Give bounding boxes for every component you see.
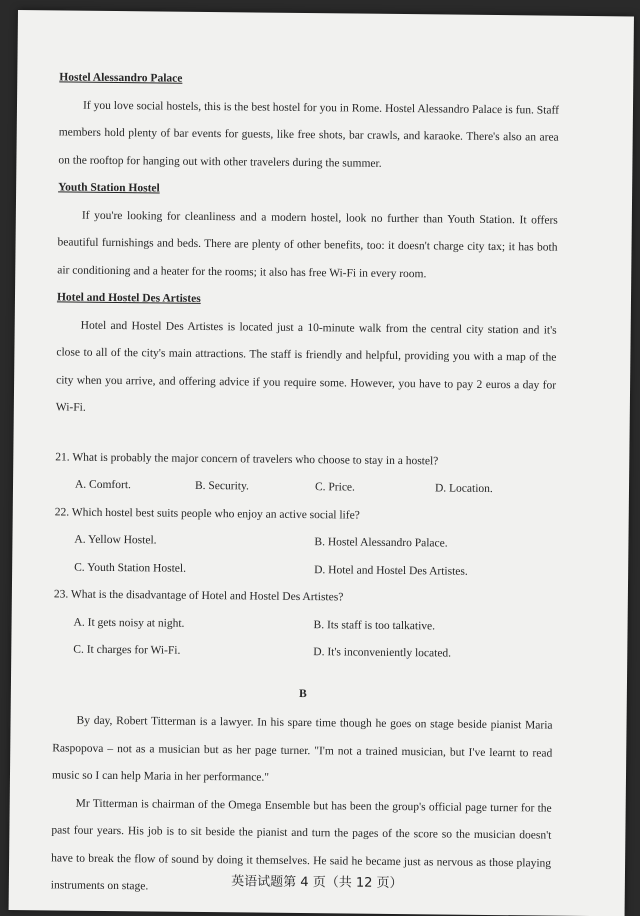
answer-option: D. Hotel and Hostel Des Artistes. [314,563,468,578]
exam-page [9,10,634,916]
hostel-heading: Hotel and Hostel Des Artistes [56,291,201,305]
page-footer: 英语试题第 4 页（共 12 页） [231,874,403,892]
answer-option: D. It's inconveniently located. [313,646,452,660]
passage-paragraph: Mr Titterman is chairman of the Omega Ensemble but has been the group's official page turner for the past four years. His job is to sit beside the pianist and turn the pages of the score so the musician doesn't have to break the flow of sound by doing it themselves. He said he became just as nervous as those playing instruments on stage. [50,797,552,893]
answer-options [53,636,553,669]
hostel-description: If you're looking for cleanliness and a modern hostel, look no further than Youth Station. It offers beautiful furnishings and beds. There are plenty of other benefits, too: it doesn't charge city tax; it has both air conditioning and a heater for the rooms; it also has free Wi-Fi in every room. [57,209,558,280]
answer-option: A. It gets noisy at night. [73,616,185,630]
answer-option: A. Yellow Hostel. [74,533,157,547]
answer-option: A. Comfort. [74,478,131,492]
answer-option: C. Youth Station Hostel. [74,561,187,575]
answer-option: C. Price. [314,481,356,494]
hostel-heading: Youth Station Hostel [58,181,160,195]
page-content [51,64,560,905]
answer-option: C. It charges for Wi-Fi. [73,643,181,657]
passage-paragraph: By day, Robert Titterman is a lawyer. In his spare time though he goes on stage beside pianist Maria Raspopova – not as a musician but as her page turner. "I'm not a trained musician, but I've learnt to read music so I can help Maria in her performance." [51,714,553,784]
hostel-heading: Hostel Alessandro Palace [59,71,183,85]
section-heading: B [298,687,307,700]
question-stem: 21. What is probably the major concern of travelers who choose to stay in a hostel? [55,450,439,467]
question-stem: 23. What is the disadvantage of Hotel and Hostel Des Artistes? [53,588,344,604]
answer-option: D. Location. [434,482,493,495]
hostel-description: Hotel and Hostel Des Artistes is located just a 10-minute walk from the central city station and it's close to all of the city's main attractions. The staff is friendly and helpful, providing you with a map of the city when you arrive, and offering advice if you require some. However, you have to pay 2 euros a day for Wi-Fi. [55,319,557,414]
answer-option: B. Hostel Alessandro Palace. [314,536,448,550]
answer-option: B. Security. [194,479,249,493]
question-block [53,444,555,669]
hostel-description: If you love social hostels, this is the best hostel for you in Rome. Hostel Alessandro Palace is fun. Staff members hold plenty of bar events for guests, like free shots, bar crawls, and karaoke. There's also an area on the rooftop for hanging out with other travelers during the summer. [58,99,560,170]
question-stem: 22. Which hostel best suits people who enjoy an active social life? [54,505,360,522]
answer-option: B. Its staff is too talkative. [313,618,436,632]
